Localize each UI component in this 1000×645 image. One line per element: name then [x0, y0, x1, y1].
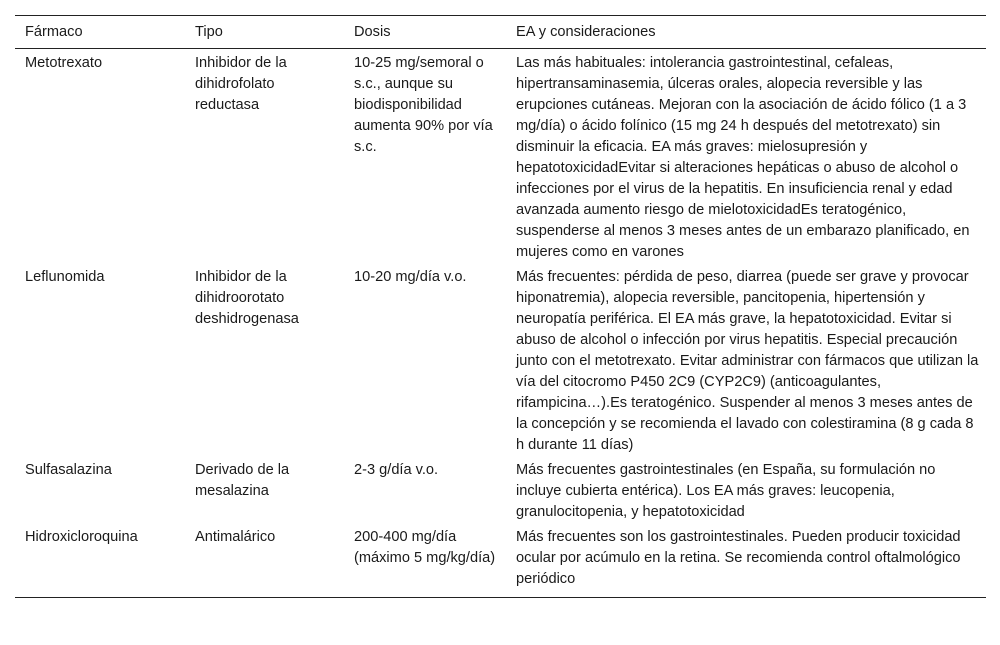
header-tipo: Tipo [195, 24, 223, 40]
table-body [15, 49, 986, 598]
cell-farmaco: Leflunomida [25, 269, 105, 285]
header-dosis: Dosis [354, 24, 391, 40]
cell-dosis: 10-25 mg/semoral o s.c., aunque su biodisponibilidad aumenta 90% por vía s.c. [354, 55, 493, 155]
table-row [15, 49, 986, 266]
cell-dosis: 2-3 g/día v.o. [354, 462, 439, 478]
cell-tipo: Derivado de la mesalazina [195, 462, 290, 499]
cell-farmaco: Sulfasalazina [25, 462, 112, 478]
cell-farmaco: Hidroxicloroquina [25, 529, 138, 545]
drug-table [15, 15, 986, 598]
table-header [15, 16, 986, 49]
header-row [15, 16, 986, 49]
table-row [15, 525, 986, 598]
cell-ea: Más frecuentes: pérdida de peso, diarrea (puede ser grave y provocar hiponatremia), alopecia reversible, pancitopenia, hipertensión y neuropatía periférica. El EA más grave, la hepatotoxicidad. Evitar si abuso de alcohol o infección por virus hepatitis. Especial precaución junto con el metotrexato. Evitar administrar con fármacos que utilizan la vía del citocromo P450 2C9 (CYP2C9) (anticoagulantes, rifampicina…).Es teratogénico. Suspender al menos 3 meses antes de la concepción y se recomienda el lavado con colestiramina (8 g cada 8 h durante 11 días) [516, 269, 979, 453]
table-row [15, 458, 986, 525]
cell-dosis: 10-20 mg/día v.o. [354, 269, 467, 285]
header-farmaco: Fármaco [25, 24, 83, 40]
cell-ea: Las más habituales: intolerancia gastrointestinal, cefaleas, hipertransaminasemia, úlceras orales, alopecia reversible y las erupciones cutáneas. Mejoran con la asociación de ácido fólico (1 a 3 mg/día) o ácido folínico (15 mg 24 h después del metotrexato) sin disminuir la eficacia. EA más graves: mielosupresión y hepatotoxicidadEvitar si alteraciones hepáticas o abuso de alcohol o infecciones por el virus de la hepatitis. En insuficiencia renal y edad avanzada aumento riesgo de mielotoxicidadEs teratogénico, suspenderse al menos 3 meses antes de un embarazo planificado, en mujeres como en varones [516, 55, 970, 260]
cell-ea: Más frecuentes son los gastrointestinales. Pueden producir toxicidad ocular por acúmulo en la retina. Se recomienda control oftalmológico periódico [516, 529, 961, 587]
cell-tipo: Antimalárico [195, 529, 276, 545]
cell-dosis: 200-400 mg/día (máximo 5 mg/kg/día) [354, 529, 496, 566]
header-ea: EA y consideraciones [516, 24, 656, 40]
cell-tipo: Inhibidor de la dihidroorotato deshidrogenasa [195, 269, 299, 327]
table-row [15, 265, 986, 458]
cell-ea: Más frecuentes gastrointestinales (en España, su formulación no incluye cubierta entérica). Los EA más graves: leucopenia, granulocitopenia, y hepatotoxicidad [516, 462, 936, 520]
cell-farmaco: Metotrexato [25, 55, 103, 71]
cell-tipo: Inhibidor de la dihidrofolato reductasa [195, 55, 287, 113]
drug-table-container [15, 15, 986, 598]
